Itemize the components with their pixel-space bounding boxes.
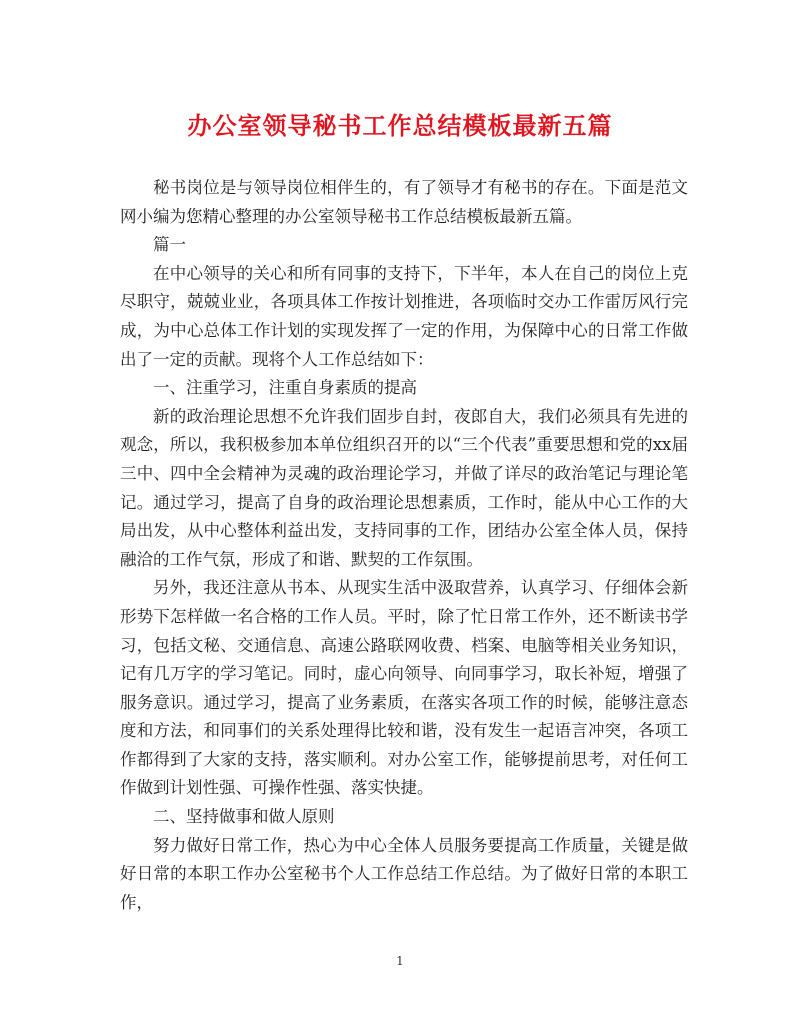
section-heading-study: 一、注重学习，注重自身素质的提高: [153, 378, 417, 398]
paragraph-political-study: 新的政治理论思想不允许我们固步自封，夜郎自大，我们必须具有先进的观念，所以，我积极参加本单位组织召开的以“三个代表”重要思想和党的xx届三中、四中全会精神为灵魂的政治理论学习，并做了详尽的政治笔记与理论笔记。通过学习，提高了自身的政治理论思想素质，工作时，能从中心工作的大局出发，从中心整体利益出发，支持同事的工作，团结办公室全体人员，保持融洽的工作气氛，形成了和谐、默契的工作氛围。: [120, 406, 688, 569]
section-heading-principles: 二、坚持做事和做人原则: [153, 807, 335, 827]
section-heading-part-one: 篇一: [153, 235, 186, 255]
document-body: [120, 174, 688, 917]
paragraph-self-learning: 另外，我还注意从书本、从现实生活中汲取营养，认真学习、仔细体会新形势下怎样做一名合格的工作人员。平时，除了忙日常工作外，还不断读书学习，包括文秘、交通信息、高速公路联网收费、档案、电脑等相关业务知识，记有几万字的学习笔记。同时，虚心向领导、向同事学习，取长补短，增强了服务意识。通过学习，提高了业务素质，在落实各项工作的时候，能够注意态度和方法，和同事们的关系处理得比较和谐，没有发生一起语言冲突，各项工作都得到了大家的支持，落实顺利。对办公室工作，能够提前思考，对任何工作做到计划性强、可操作性强、落实快捷。: [120, 578, 688, 798]
document-title: 办公室领导秘书工作总结模板最新五篇: [187, 111, 613, 140]
paragraph-intro: 秘书岗位是与领导岗位相伴生的，有了领导才有秘书的存在。下面是范文网小编为您精心整理的办公室领导秘书工作总结模板最新五篇。: [120, 178, 688, 226]
page-number: 1: [396, 954, 404, 968]
paragraph-overview: 在中心领导的关心和所有同事的支持下，下半年，本人在自己的岗位上克尽职守，兢兢业业，各项具体工作按计划推进，各项临时交办工作雷厉风行完成，为中心总体工作计划的实现发挥了一定的作用，为保障中心的日常工作做出了一定的贡献。现将个人工作总结如下：: [120, 263, 688, 369]
paragraph-daily-work: 努力做好日常工作，热心为中心全体人员服务要提高工作质量，关键是做好日常的本职工作办公室秘书个人工作总结工作总结。为了做好日常的本职工作，: [120, 835, 688, 912]
